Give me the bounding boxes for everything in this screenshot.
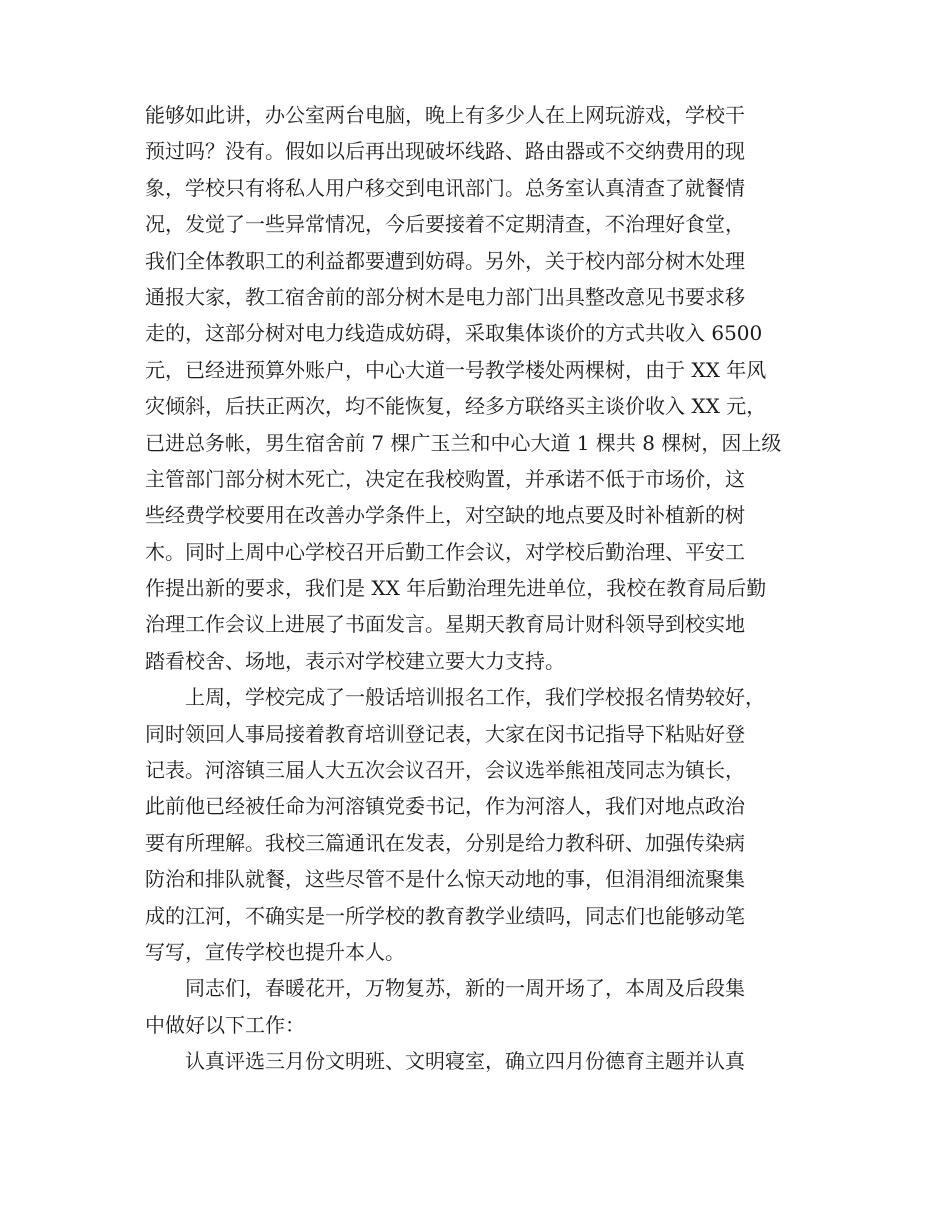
text-line: 已进总务帐，男生宿舍前 7 棵广玉兰和中心大道 1 棵共 8 棵树，因上级 [145, 430, 782, 455]
text-line: 我们全体教职工的利益都要遭到妨碍。另外，关于校内部分树木处理 [145, 248, 745, 273]
text-line: 写写，宣传学校也提升本人。 [145, 939, 405, 964]
text-line: 预过吗？没有。假如以后再出现破坏线路、路由器或不交纳费用的现 [145, 139, 745, 164]
text-line: 通报大家，教工宿舍前的部分树木是电力部门出具整改意见书要求移 [145, 284, 745, 309]
text-line: 记表。河溶镇三届人大五次会议召开，会议选举熊祖茂同志为镇长， [145, 758, 745, 783]
text-line: 能够如此讲，办公室两台电脑，晚上有多少人在上网玩游戏，学校干 [145, 103, 745, 127]
paragraph-start-line: 认真评选三月份文明班、文明寝室，确立四月份德育主题并认真 [185, 1049, 745, 1074]
text-line: 要有所理解。我校三篇通讯在发表，分别是给力教科研、加强传染病 [145, 830, 745, 855]
text-line: 元，已经进预算外账户，中心大道一号教学楼处两棵树，由于 XX 年风 [145, 357, 767, 382]
text-line: 治理工作会议上进展了书面发言。星期天教育局计财科领导到校实地 [145, 612, 745, 637]
body-text [145, 97, 825, 1080]
text-line: 踏看校舍、场地，表示对学校建立要大力支持。 [145, 648, 565, 673]
text-line: 木。同时上周中心学校召开后勤工作会议，对学校后勤治理、平安工 [145, 539, 745, 564]
text-line: 走的，这部分树对电力线造成妨碍，采取集体谈价的方式共收入 6500 [145, 321, 763, 346]
text-line: 成的江河，不确实是一所学校的教育教学业绩吗，同志们也能够动笔 [145, 903, 745, 928]
text-line: 同时领回人事局接着教育培训登记表，大家在闵书记指导下粘贴好登 [145, 721, 745, 746]
text-line: 作提出新的要求，我们是 XX 年后勤治理先进单位，我校在教育局后勤 [145, 576, 767, 601]
text-line: 况，发觉了一些异常情况，今后要接着不定期清查，不治理好食堂， [145, 212, 745, 237]
paragraph-start-line: 上周，学校完成了一般话培训报名工作，我们学校报名情势较好， [185, 685, 765, 710]
text-line: 中做好以下工作： [145, 1012, 305, 1037]
text-line: 灾倾斜，后扶正两次，均不能恢复，经多方联络买主谈价收入 XX 元， [145, 394, 767, 419]
text-line: 些经费学校要用在改善办学条件上，对空缺的地点要及时补植新的树 [145, 503, 745, 528]
paragraph-start-line: 同志们，春暖花开，万物复苏，新的一周开场了，本周及后段集 [185, 976, 745, 1001]
text-line: 防治和排队就餐，这些尽管不是什么惊天动地的事，但涓涓细流聚集 [145, 867, 745, 892]
text-line: 主管部门部分树木死亡，决定在我校购置，并承诺不低于市场价，这 [145, 466, 745, 491]
text-line: 象，学校只有将私人用户移交到电讯部门。总务室认真清查了就餐情 [145, 175, 745, 200]
text-line: 此前他已经被任命为河溶镇党委书记，作为河溶人，我们对地点政治 [145, 794, 745, 819]
